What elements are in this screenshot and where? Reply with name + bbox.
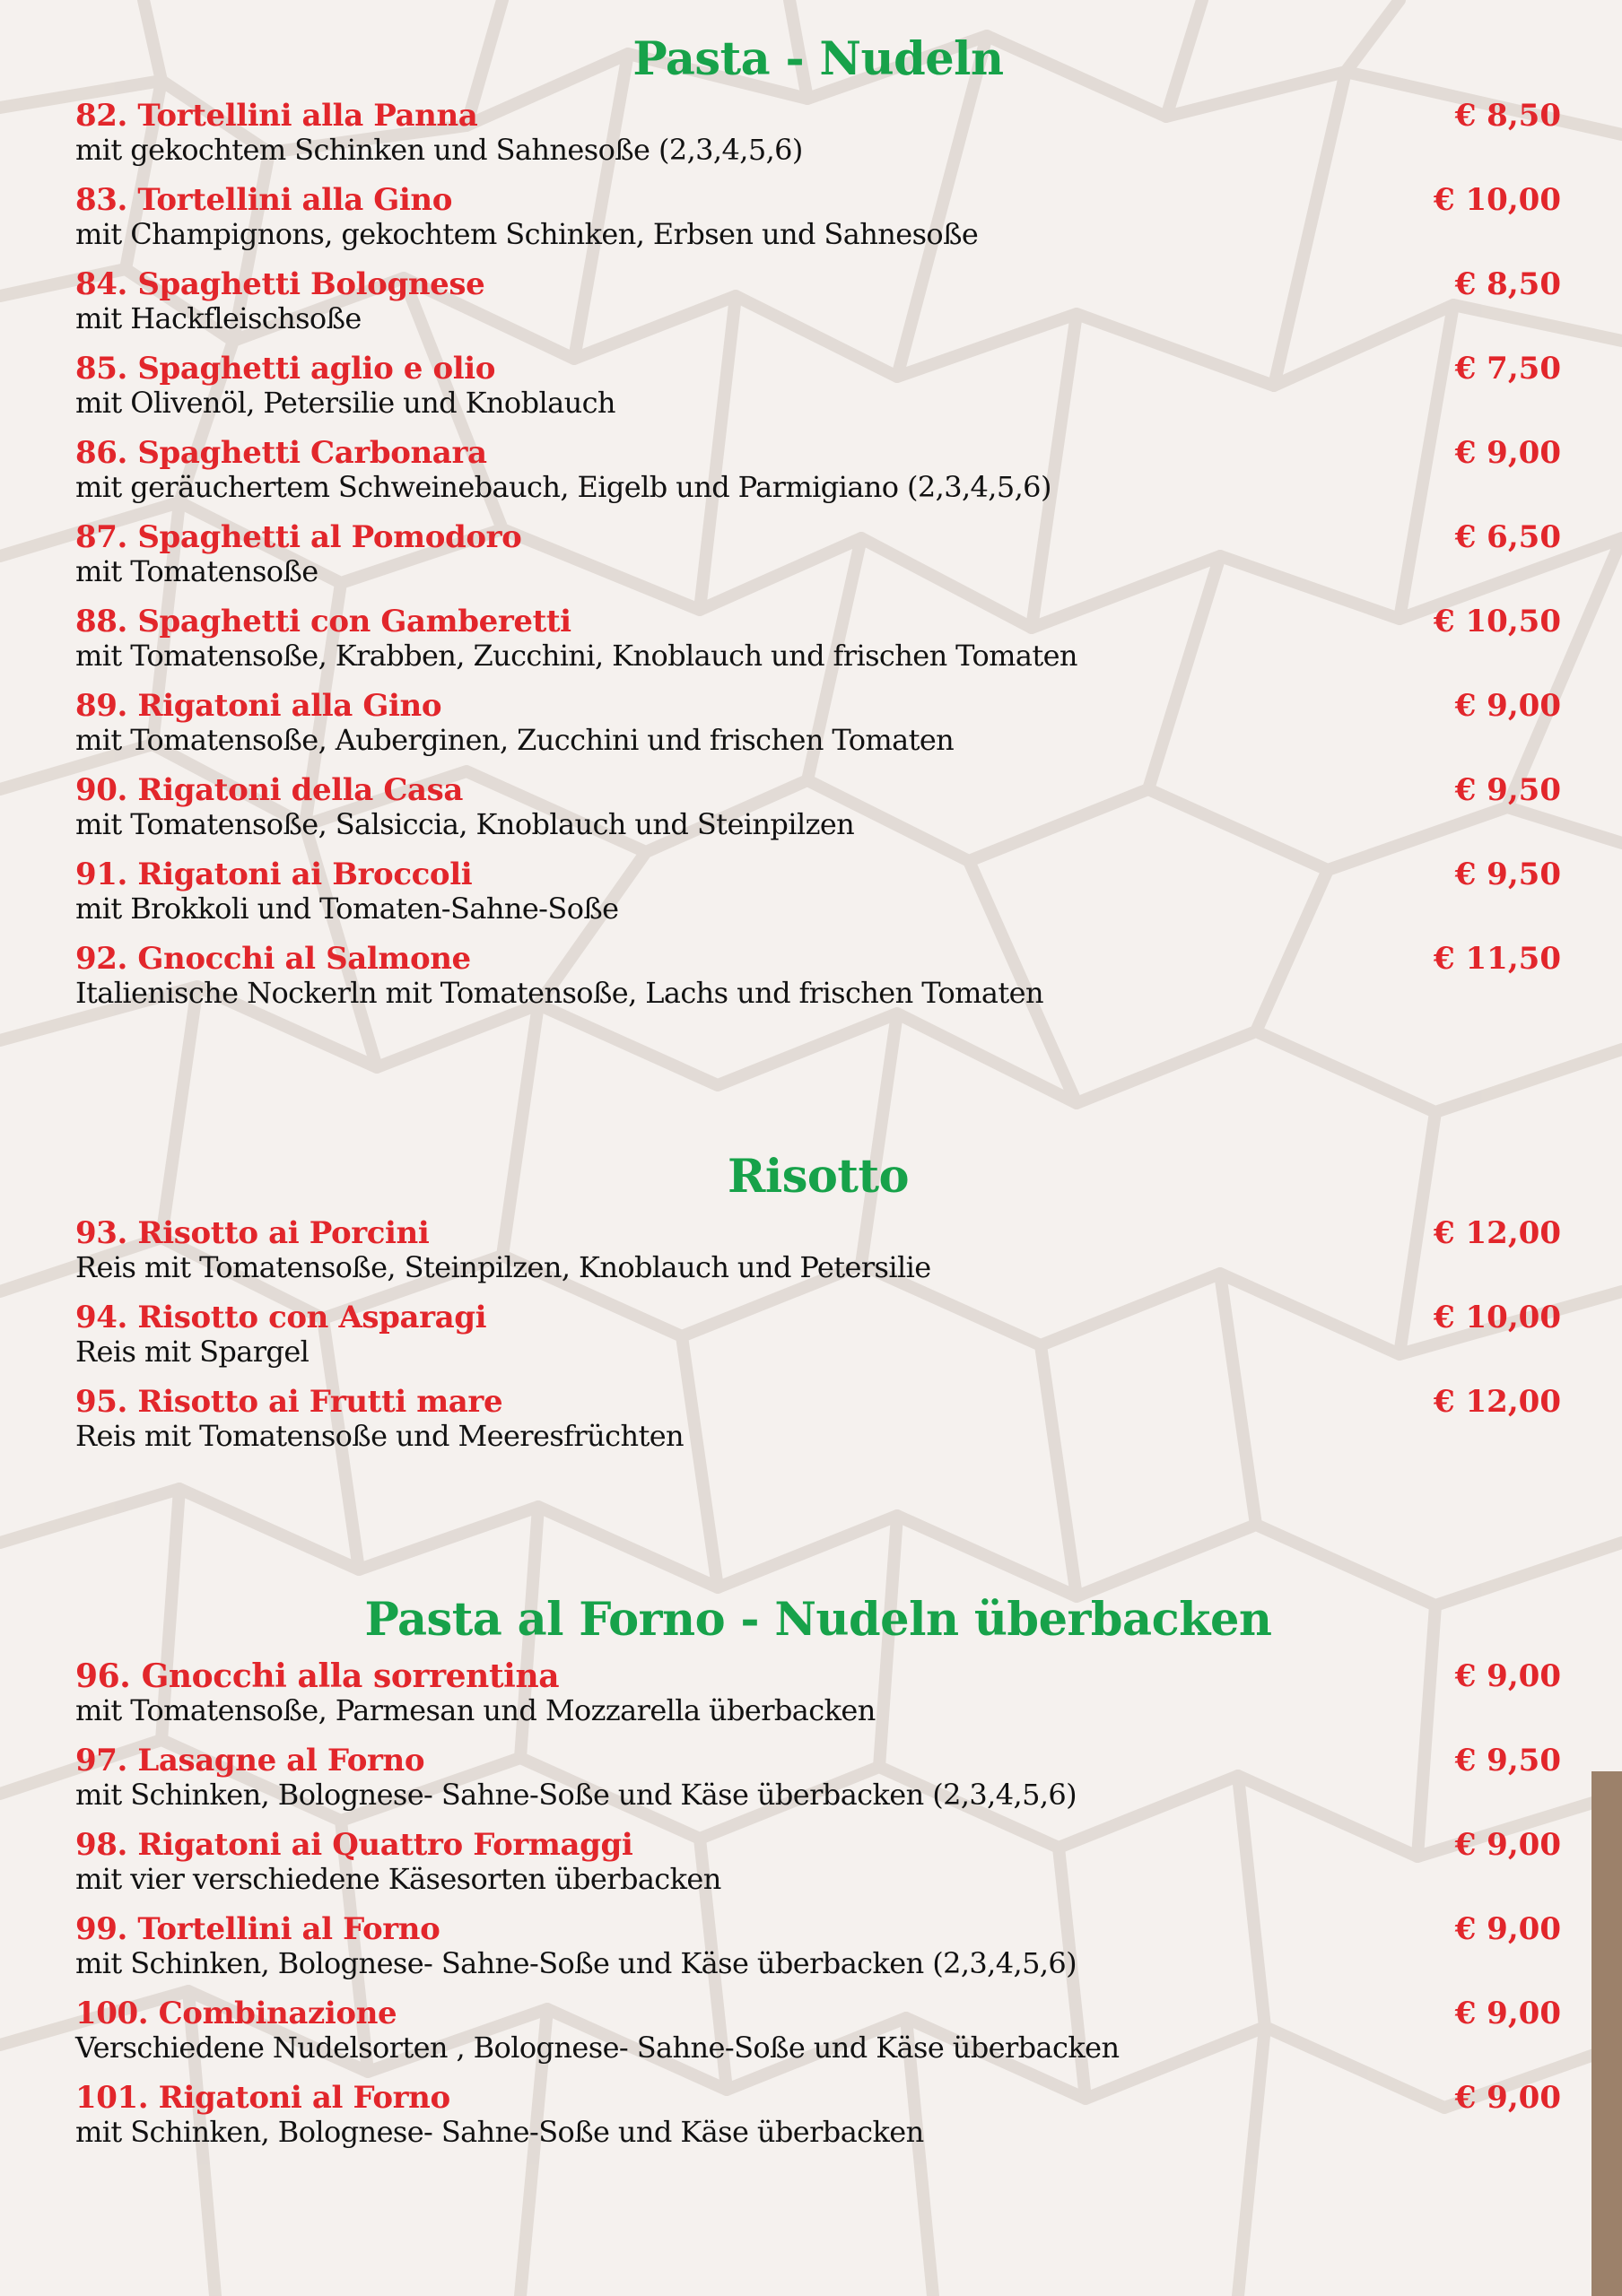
item-price: € 9,50 [1454,857,1561,893]
item-price: € 12,00 [1434,1215,1561,1252]
item-description: mit Schinken, Bolognese- Sahne-Soße und Käse überbacken (2,3,4,5,6) [75,1778,1077,1813]
item-description: Reis mit Spargel [75,1335,310,1370]
item-description: mit Tomatensoße, Salsiccia, Knoblauch und Steinpilzen [75,807,855,842]
section-title: Risotto [727,1150,910,1204]
item-name: 93. Risotto ai Porcini [75,1215,430,1252]
item-description: mit Schinken, Bolognese- Sahne-Soße und Käse überbacken (2,3,4,5,6) [75,1946,1077,1981]
item-name: 94. Risotto con Asparagi [75,1300,487,1336]
item-description: mit vier verschiedene Käsesorten überbacken [75,1862,721,1897]
menu-item [75,1384,1561,1468]
item-description: Reis mit Tomatensoße, Steinpilzen, Knoblauch und Petersilie [75,1250,931,1285]
menu-item [75,1743,1561,1827]
item-name: 87. Spaghetti al Pomodoro [75,519,522,556]
item-name: 98. Rigatoni ai Quattro Formaggi [75,1827,633,1864]
menu-item [75,1300,1561,1384]
item-name: 91. Rigatoni ai Broccoli [75,857,473,893]
item-price: € 9,00 [1454,1658,1561,1695]
menu-item [75,435,1561,519]
menu-item [75,2080,1561,2164]
item-name: 101. Rigatoni al Forno [75,2080,450,2117]
item-price: € 9,00 [1454,1996,1561,2032]
item-name: 83. Tortellini alla Gino [75,182,453,219]
item-name: 97. Lasagne al Forno [75,1743,425,1779]
menu-item [75,266,1561,351]
item-name: 96. Gnocchi alla sorrentina [75,1657,560,1696]
item-description: mit Hackfleischsoße [75,301,362,336]
item-price: € 6,50 [1454,519,1561,556]
item-description: mit Tomatensoße, Auberginen, Zucchini und frischen Tomaten [75,723,955,758]
item-name: 82. Tortellini alla Panna [75,98,478,135]
menu-item [75,351,1561,435]
menu-item [75,1827,1561,1911]
item-description: mit gekochtem Schinken und Sahnesoße (2,3,4,5,6) [75,133,803,168]
item-name: 92. Gnocchi al Salmone [75,941,471,978]
menu-item [75,98,1561,182]
item-price: € 10,00 [1434,1300,1561,1336]
item-description: Italienische Nockerln mit Tomatensoße, Lachs und frischen Tomaten [75,976,1043,1011]
item-description: mit geräuchertem Schweinebauch, Eigelb und Parmigiano (2,3,4,5,6) [75,470,1051,505]
item-description: mit Tomatensoße, Parmesan und Mozzarella überbacken [75,1693,876,1728]
item-price: € 9,50 [1454,772,1561,809]
item-price: € 10,00 [1434,182,1561,219]
item-price: € 12,00 [1434,1384,1561,1421]
section-title: Pasta - Nudeln [632,32,1004,86]
section-pasta-al-forno [75,1593,1561,2164]
item-name: 100. Combinazione [75,1996,397,2032]
menu-item [75,604,1561,688]
item-description: mit Brokkoli und Tomaten-Sahne-Soße [75,891,619,926]
side-tab-marker [1591,1771,1622,2296]
item-name: 89. Rigatoni alla Gino [75,688,442,725]
section-pasta [75,32,1561,1025]
menu-item [75,182,1561,266]
item-price: € 9,50 [1454,1743,1561,1779]
item-price: € 7,50 [1454,351,1561,387]
item-price: € 9,00 [1454,435,1561,472]
menu-item [75,519,1561,604]
item-description: mit Tomatensoße [75,554,318,589]
item-price: € 9,00 [1454,1827,1561,1864]
item-price: € 10,50 [1434,604,1561,640]
item-description: Verschiedene Nudelsorten , Bolognese- Sahne-Soße und Käse überbacken [75,2031,1120,2066]
item-name: 99. Tortellini al Forno [75,1911,440,1948]
section-title: Pasta al Forno - Nudeln überbacken [364,1593,1272,1647]
item-price: € 9,00 [1454,2080,1561,2117]
item-price: € 8,50 [1454,266,1561,303]
item-name: 88. Spaghetti con Gamberetti [75,604,571,640]
item-price: € 11,50 [1434,941,1561,978]
menu-item [75,941,1561,1025]
item-description: mit Schinken, Bolognese- Sahne-Soße und Käse überbacken [75,2115,924,2150]
item-price: € 9,00 [1454,1911,1561,1948]
menu-item [75,1911,1561,1996]
menu-item [75,1658,1561,1743]
menu-item [75,857,1561,941]
item-description: mit Tomatensoße, Krabben, Zucchini, Knoblauch und frischen Tomaten [75,639,1077,674]
item-price: € 9,00 [1454,688,1561,725]
menu-item [75,1996,1561,2080]
item-name: 85. Spaghetti aglio e olio [75,351,496,387]
menu-item [75,1215,1561,1300]
menu-item [75,688,1561,772]
item-price: € 8,50 [1454,98,1561,135]
item-description: mit Olivenöl, Petersilie und Knoblauch [75,386,615,421]
item-description: Reis mit Tomatensoße und Meeresfrüchten [75,1419,685,1454]
item-description: mit Champignons, gekochtem Schinken, Erbsen und Sahnesoße [75,217,979,252]
item-name: 84. Spaghetti Bolognese [75,266,485,303]
section-risotto [75,1150,1561,1468]
item-name: 90. Rigatoni della Casa [75,772,463,809]
item-name: 86. Spaghetti Carbonara [75,435,487,472]
item-name: 95. Risotto ai Frutti mare [75,1384,503,1421]
menu-item [75,772,1561,857]
